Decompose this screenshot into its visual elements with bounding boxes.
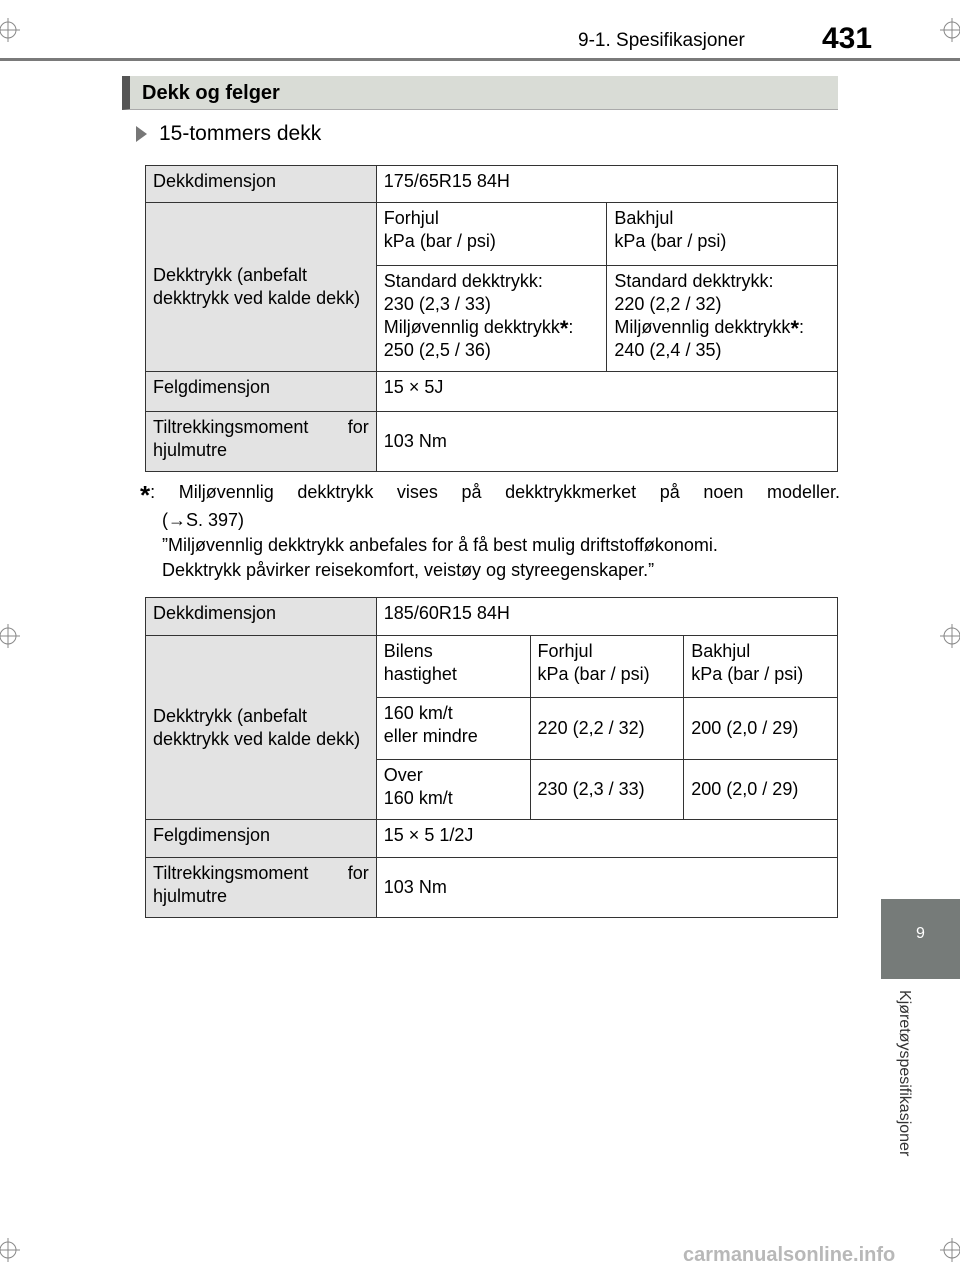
table-cell-value: 200 (2,0 / 29) <box>684 760 838 820</box>
table-cell-value: 103 Nm <box>376 412 837 472</box>
header-section-title: 9-1. Spesifikasjoner <box>578 30 745 51</box>
table-cell-label: Dekktrykk (anbefalt dekktrykk ved kalde dekk) <box>146 636 377 820</box>
table-cell-label: Felgdimensjon <box>146 820 377 858</box>
table-cell-value: Over 160 km/t <box>376 760 530 820</box>
table-cell-value: 15 × 5 1/2J <box>376 820 837 858</box>
table-cell-value: 185/60R15 84H <box>376 598 837 636</box>
table-cell-value: 160 km/t eller mindre <box>376 698 530 760</box>
chapter-number: 9 <box>916 925 925 942</box>
table-cell-value: 15 × 5J <box>376 372 837 412</box>
chapter-label: Kjøretøyspesifikasjoner <box>896 990 913 1157</box>
table-cell-header: Bakhjul kPa (bar / psi) <box>684 636 838 698</box>
table-cell-value: 175/65R15 84H <box>376 166 837 203</box>
table-cell-header: Bakhjul kPa (bar / psi) <box>607 203 838 266</box>
table-cell-label: Dekkdimensjon <box>146 166 377 203</box>
section-title: Dekk og felger <box>142 82 280 104</box>
table-cell-label: Tiltrekkingsmoment for hjulmutre <box>146 858 377 918</box>
table-cell-header: Forhjul kPa (bar / psi) <box>530 636 684 698</box>
table-cell-value: 230 (2,3 / 33) <box>530 760 684 820</box>
footnote: *: Miljøvennlig dekktrykk vises på dekktrykkmerket på noen modeller. (→S. 397) ”Miljøvennlig dekktrykk anbefales for å få best mulig driftstofføkonomi. Dekktrykk påvirker reisekomfort, veistøy og styreegenskaper.” <box>140 480 840 580</box>
table-cell-label: Dekktrykk (anbefalt dekktrykk ved kalde dekk) <box>146 203 377 372</box>
subheading-text: 15-tommers dekk <box>159 122 322 145</box>
table-cell-header: Bilens hastighet <box>376 636 530 698</box>
table-cell-value: 103 Nm <box>376 858 837 918</box>
page-number: 431 <box>822 22 873 55</box>
watermark: carmanualsonline.info <box>683 1244 896 1266</box>
table-cell-label: Felgdimensjon <box>146 372 377 412</box>
table-cell-label: Tiltrekkingsmoment for hjulmutre <box>146 412 377 472</box>
table-cell-label: Dekkdimensjon <box>146 598 377 636</box>
table-cell-value: Standard dekktrykk: 220 (2,2 / 32) Miljøvennlig dekktrykk*: 240 (2,4 / 35) <box>607 266 838 372</box>
table-cell-header: Forhjul kPa (bar / psi) <box>376 203 607 266</box>
table-cell-value: 200 (2,0 / 29) <box>684 698 838 760</box>
table-cell-value: 220 (2,2 / 32) <box>530 698 684 760</box>
table-cell-value: Standard dekktrykk: 230 (2,3 / 33) Miljøvennlig dekktrykk*: 250 (2,5 / 36) <box>376 266 607 372</box>
